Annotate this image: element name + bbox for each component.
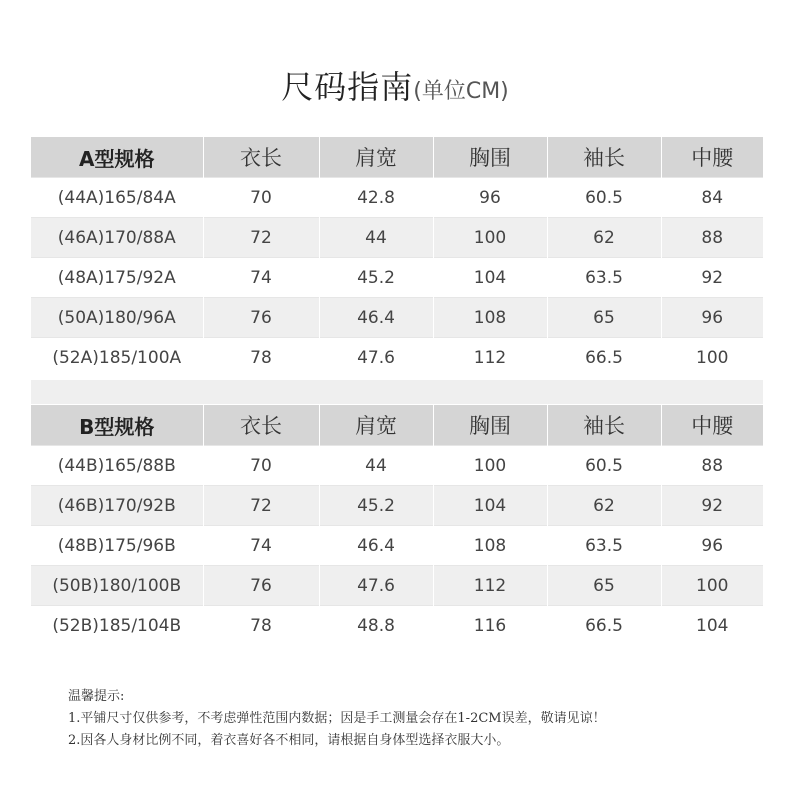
cell-spec: (48A)175/92A bbox=[31, 258, 203, 298]
cell-length: 74 bbox=[203, 258, 319, 298]
cell-sleeve: 62 bbox=[547, 486, 661, 526]
table-row bbox=[31, 298, 763, 338]
cell-length: 76 bbox=[203, 298, 319, 338]
tips-heading: 温馨提示: bbox=[68, 689, 125, 704]
cell-length: 78 bbox=[203, 606, 319, 646]
cell-shoulder: 44 bbox=[319, 218, 433, 258]
cell-length: 74 bbox=[203, 526, 319, 566]
cell-length: 70 bbox=[203, 446, 319, 486]
cell-waist: 92 bbox=[661, 258, 763, 298]
cell-sleeve: 65 bbox=[547, 566, 661, 606]
cell-shoulder: 48.8 bbox=[319, 606, 433, 646]
cell-waist: 104 bbox=[661, 606, 763, 646]
header-length: 衣长 bbox=[203, 405, 319, 446]
cell-waist: 84 bbox=[661, 178, 763, 218]
tips-line-1: 1.平铺尺寸仅供参考，不考虑弹性范围内数据；因是手工测量会存在1-2CM误差，敬请见谅！ bbox=[68, 711, 606, 726]
header-spec: A型规格 bbox=[31, 137, 203, 178]
cell-sleeve: 66.5 bbox=[547, 606, 661, 646]
cell-shoulder: 46.4 bbox=[319, 526, 433, 566]
table-row bbox=[31, 338, 763, 378]
cell-spec: (48B)175/96B bbox=[31, 526, 203, 566]
cell-length: 78 bbox=[203, 338, 319, 378]
header-chest: 胸围 bbox=[433, 137, 547, 178]
cell-chest: 108 bbox=[433, 298, 547, 338]
cell-waist: 88 bbox=[661, 218, 763, 258]
table-row bbox=[31, 218, 763, 258]
cell-shoulder: 47.6 bbox=[319, 338, 433, 378]
tips-line-2: 2.因各人身材比例不同，着衣喜好各不相同，请根据自身体型选择衣服大小。 bbox=[68, 733, 510, 748]
cell-spec: (44A)165/84A bbox=[31, 178, 203, 218]
cell-spec: (46A)170/88A bbox=[31, 218, 203, 258]
header-shoulder: 肩宽 bbox=[319, 405, 433, 446]
table-header-row bbox=[31, 137, 763, 178]
cell-spec: (46B)170/92B bbox=[31, 486, 203, 526]
table-spacer bbox=[31, 380, 763, 404]
cell-chest: 104 bbox=[433, 258, 547, 298]
cell-chest: 112 bbox=[433, 338, 547, 378]
cell-waist: 92 bbox=[661, 486, 763, 526]
cell-length: 70 bbox=[203, 178, 319, 218]
cell-sleeve: 66.5 bbox=[547, 338, 661, 378]
cell-chest: 100 bbox=[433, 446, 547, 486]
table-row bbox=[31, 258, 763, 298]
cell-shoulder: 46.4 bbox=[319, 298, 433, 338]
cell-sleeve: 60.5 bbox=[547, 446, 661, 486]
cell-waist: 96 bbox=[661, 526, 763, 566]
cell-chest: 104 bbox=[433, 486, 547, 526]
cell-spec: (44B)165/88B bbox=[31, 446, 203, 486]
size-table-a bbox=[31, 137, 763, 377]
cell-waist: 88 bbox=[661, 446, 763, 486]
cell-length: 72 bbox=[203, 486, 319, 526]
cell-spec: (50B)180/100B bbox=[31, 566, 203, 606]
cell-sleeve: 60.5 bbox=[547, 178, 661, 218]
header-sleeve: 袖长 bbox=[547, 137, 661, 178]
cell-shoulder: 44 bbox=[319, 446, 433, 486]
cell-chest: 116 bbox=[433, 606, 547, 646]
page-title bbox=[0, 62, 790, 108]
cell-sleeve: 63.5 bbox=[547, 258, 661, 298]
header-sleeve: 袖长 bbox=[547, 405, 661, 446]
title-unit: (单位CM) bbox=[413, 79, 509, 104]
table-row bbox=[31, 566, 763, 606]
cell-chest: 100 bbox=[433, 218, 547, 258]
size-table-b bbox=[31, 405, 763, 645]
table-row bbox=[31, 526, 763, 566]
header-length: 衣长 bbox=[203, 137, 319, 178]
table-row bbox=[31, 178, 763, 218]
cell-sleeve: 65 bbox=[547, 298, 661, 338]
cell-sleeve: 62 bbox=[547, 218, 661, 258]
cell-waist: 96 bbox=[661, 298, 763, 338]
cell-spec: (52A)185/100A bbox=[31, 338, 203, 378]
table-row bbox=[31, 486, 763, 526]
header-waist: 中腰 bbox=[661, 137, 763, 178]
cell-shoulder: 42.8 bbox=[319, 178, 433, 218]
cell-chest: 96 bbox=[433, 178, 547, 218]
header-waist: 中腰 bbox=[661, 405, 763, 446]
cell-waist: 100 bbox=[661, 566, 763, 606]
cell-sleeve: 63.5 bbox=[547, 526, 661, 566]
header-shoulder: 肩宽 bbox=[319, 137, 433, 178]
cell-spec: (52B)185/104B bbox=[31, 606, 203, 646]
cell-length: 72 bbox=[203, 218, 319, 258]
cell-length: 76 bbox=[203, 566, 319, 606]
tips-notes bbox=[68, 686, 606, 752]
cell-shoulder: 45.2 bbox=[319, 258, 433, 298]
cell-chest: 112 bbox=[433, 566, 547, 606]
cell-spec: (50A)180/96A bbox=[31, 298, 203, 338]
header-spec: B型规格 bbox=[31, 405, 203, 446]
cell-shoulder: 45.2 bbox=[319, 486, 433, 526]
cell-waist: 100 bbox=[661, 338, 763, 378]
cell-shoulder: 47.6 bbox=[319, 566, 433, 606]
cell-chest: 108 bbox=[433, 526, 547, 566]
header-chest: 胸围 bbox=[433, 405, 547, 446]
table-header-row bbox=[31, 405, 763, 446]
title-main: 尺码指南 bbox=[281, 68, 414, 106]
table-row bbox=[31, 606, 763, 646]
table-row bbox=[31, 446, 763, 486]
